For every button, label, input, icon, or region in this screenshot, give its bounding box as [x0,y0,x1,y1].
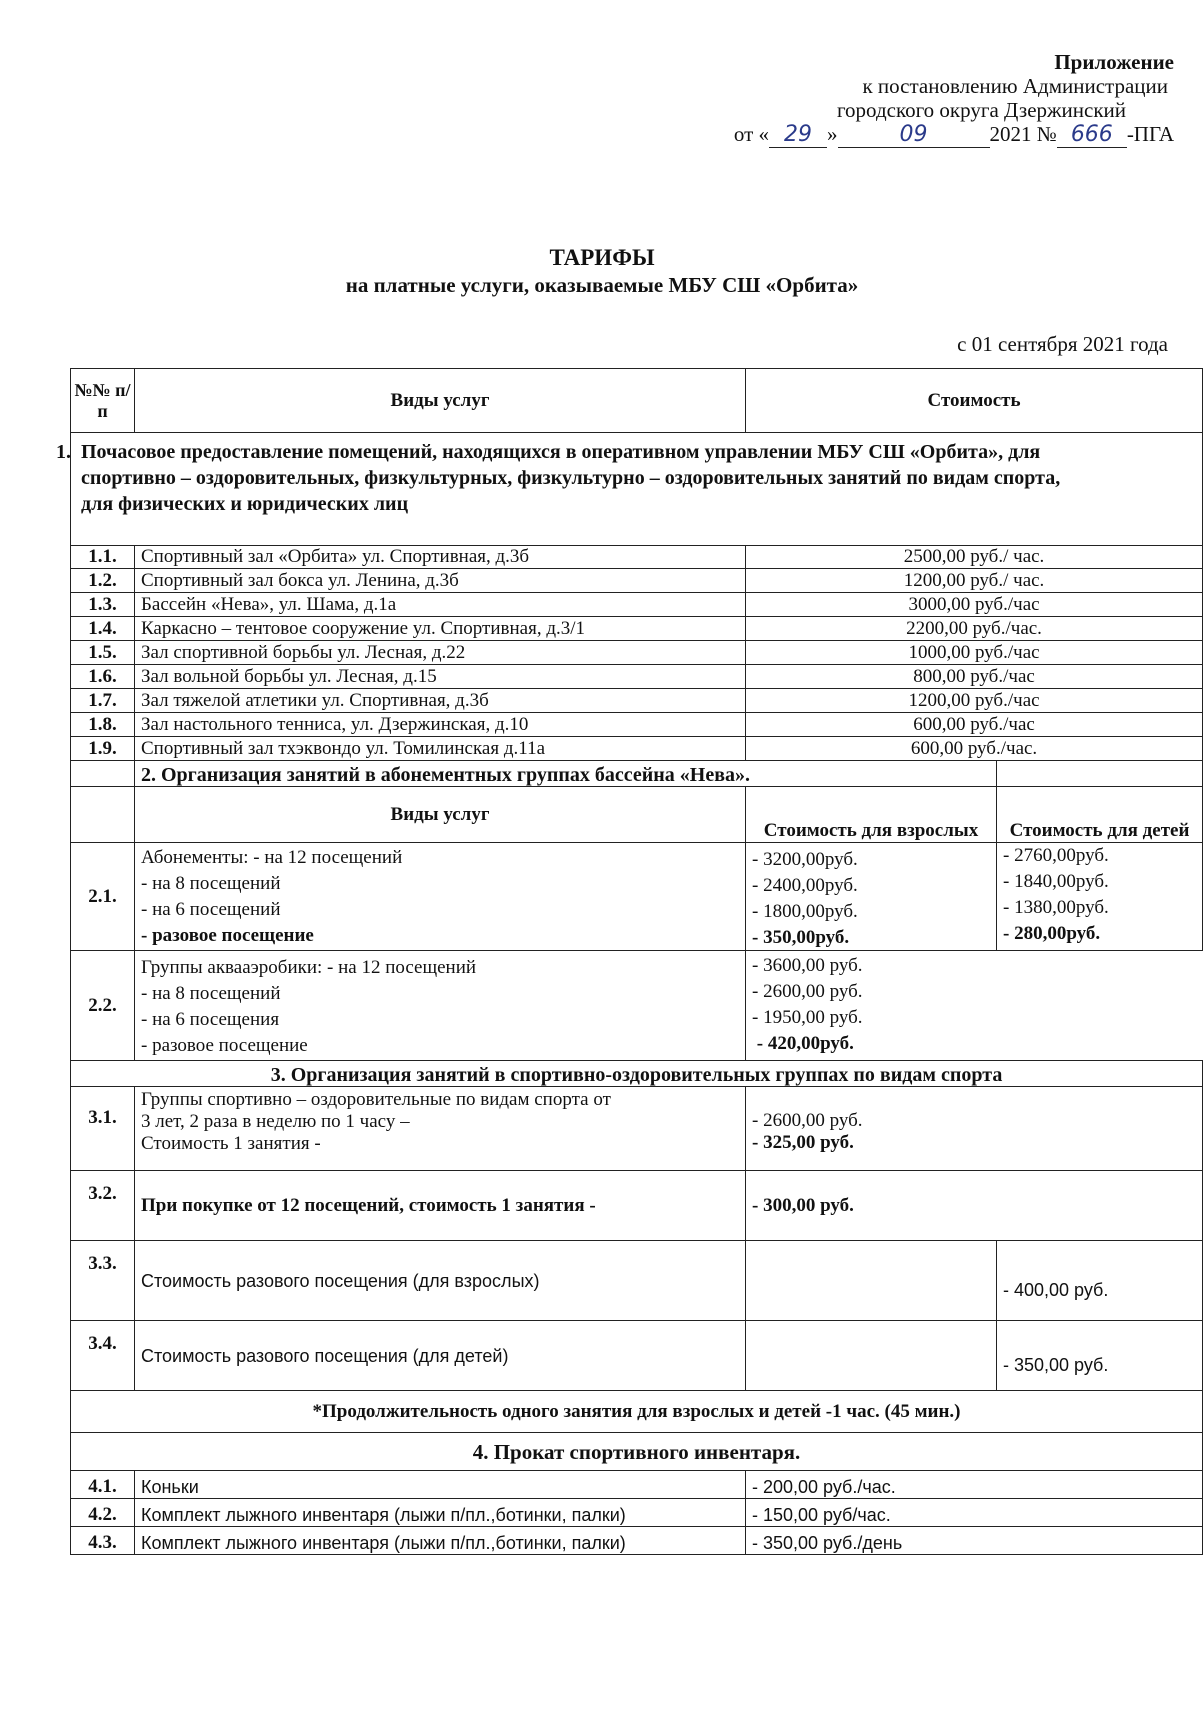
groups-line: Группы спортивно – оздоровительные по видам спорта от [141,1089,611,1110]
aqua-line: - разовое посещение [141,1035,308,1056]
row-name: Стоимость разового посещения (для взрослых) [135,1241,746,1321]
row-name: Коньки [135,1471,746,1499]
row-name: Спортивный зал тхэквондо ул. Томилинская д.11а [135,737,746,761]
row-name: Зал тяжелой атлетики ул. Спортивная, д.3б [135,689,746,713]
adult-price: - 2400,00руб. [752,875,858,896]
adult-prices [746,843,997,951]
row-num: 1.6. [71,665,135,689]
resolution-date-line [614,122,1174,148]
subscription-line: - на 8 посещений [141,873,281,894]
subscription-line: - разовое посещение [141,925,314,946]
aqua-line: Группы аквааэробики: - на 12 посещений [141,957,477,978]
aqua-price: - 1950,00 руб. [752,1007,863,1028]
row-price: 800,00 руб./час [746,665,1203,689]
table-row [71,689,1203,713]
row-price: 600,00 руб./час [746,713,1203,737]
groups-price: - 2600,00 руб. [752,1110,863,1131]
handwritten-number: 666 [1057,123,1127,148]
row-price: 600,00 руб./час. [746,737,1203,761]
row-num: 1.1. [71,546,135,569]
row-num: 1.8. [71,713,135,737]
section-3-header [71,1061,1203,1087]
row-name: Зал вольной борьбы ул. Лесная, д.15 [135,665,746,689]
duration-note: *Продолжительность одного занятия для взрослых и детей -1 час. (45 мин.) [71,1391,1203,1433]
row-name: Зал настольного тенниса, ул. Дзержинская, д.10 [135,713,746,737]
row-num: 4.3. [71,1527,135,1555]
section-2-header [71,761,1203,787]
row-price: - 300,00 руб. [746,1171,1203,1241]
table-row [71,713,1203,737]
header-services: Виды услуг [135,369,746,433]
row-num: 2.1. [71,843,135,951]
row-num: 3.2. [71,1171,135,1241]
appendix-line-3: городского округа Дзержинский [836,98,1126,122]
aqua-price: - 420,00руб. [752,1033,854,1054]
appendix-block [614,50,1174,148]
row-num: 3.1. [71,1087,135,1171]
aqua-aerobics-lines [135,951,746,1061]
section-2-services-header: Виды услуг [135,787,746,843]
row-price: - 350,00 руб. [997,1321,1203,1391]
row-name: Стоимость разового посещения (для детей) [135,1321,746,1391]
adult-price: - 3200,00руб. [752,849,858,870]
row-num: 2.2. [71,951,135,1061]
row-price: 2500,00 руб./ час. [746,546,1203,569]
adult-price: - 350,00руб. [752,927,850,948]
row-num: 3.4. [71,1321,135,1391]
child-price: - 1380,00руб. [1003,897,1109,918]
row-name: Зал спортивной борьбы ул. Лесная, д.22 [135,641,746,665]
row-num: 1.9. [71,737,135,761]
row-num: 4.1. [71,1471,135,1499]
row-num: 1.4. [71,617,135,641]
table-row [71,1527,1203,1555]
row-num: 1.7. [71,689,135,713]
year-number-label: 2021 № [989,122,1057,146]
row-num: 3.3. [71,1241,135,1321]
section-2-column-headers [71,787,1203,843]
section-1-label: 1. [56,441,71,463]
child-price: - 1840,00руб. [1003,871,1109,892]
row-price: 1200,00 руб./ час. [746,569,1203,593]
row-name: Спортивный зал бокса ул. Ленина, д.3б [135,569,746,593]
table-row [71,1499,1203,1527]
aqua-line: - на 8 посещений [141,983,281,1004]
document-title: ТАРИФЫ [549,245,655,270]
subscription-line: Абонементы: - на 12 посещений [141,847,403,868]
table-row [71,1087,1203,1171]
table-row [71,737,1203,761]
child-prices [997,843,1203,951]
row-price: 1000,00 руб./час [746,641,1203,665]
aqua-price: - 3600,00 руб. [752,955,863,976]
aqua-prices [746,951,1203,1061]
table-row [71,593,1203,617]
subscription-line: - на 6 посещений [141,899,281,920]
number-suffix: -ПГА [1126,122,1174,146]
child-price-header: Стоимость для детей [997,787,1203,843]
row-price: - 200,00 руб./час. [746,1471,1203,1499]
groups-line: 3 лет, 2 раза в неделю по 1 часу – [141,1111,410,1132]
row-name: При покупке от 12 посещений, стоимость 1 занятия - [135,1171,746,1241]
table-row [71,843,1203,951]
section-4-title: 4. Прокат спортивного инвентаря. [71,1433,1203,1471]
quote-close: » [827,122,838,146]
aqua-price: - 2600,00 руб. [752,981,863,1002]
row-name: Комплект лыжного инвентаря (лыжи п/пл.,ботинки, палки) [135,1527,746,1555]
table-row [71,546,1203,569]
row-num: 1.3. [71,593,135,617]
table-row [71,617,1203,641]
groups-prices [746,1087,1203,1171]
section-1-header [71,433,1203,546]
row-price: 1200,00 руб./час [746,689,1203,713]
adult-price-header: Стоимость для взрослых [746,787,997,843]
document-subtitle: на платные услуги, оказываемые МБУ СШ «Орбита» [345,273,859,297]
row-num: 4.2. [71,1499,135,1527]
table-row [71,1471,1203,1499]
tariffs-table [56,368,1203,1555]
section-2-title: 2. Организация занятий в абонементных группах бассейна «Нева». [135,761,997,787]
groups-price: - 325,00 руб. [752,1132,854,1153]
table-row [71,1171,1203,1241]
table-row [71,665,1203,689]
section-3-title: 3. Организация занятий в спортивно-оздоровительных группах по видам спорта [71,1061,1203,1087]
row-price: - 400,00 руб. [997,1241,1203,1321]
appendix-line-2: к постановлению Администрации [862,74,1168,98]
groups-line: Стоимость 1 занятия - [141,1133,321,1154]
child-price: - 2760,00руб. [1003,845,1109,866]
row-name: Комплект лыжного инвентаря (лыжи п/пл.,ботинки, палки) [135,1499,746,1527]
subscription-lines [135,843,746,951]
section-1-title: Почасовое предоставление помещений, находящихся в оперативном управлении МБУ СШ «Орбита», для спортивно – оздоровительных, физкультурных, физкультурно – оздоровительных занятий по видам спорта, для физических и юридических лиц [81,441,1061,515]
section-4-header [71,1433,1203,1471]
effective-date: с 01 сентября 2021 года [957,332,1168,356]
row-price: 2200,00 руб./час. [746,617,1203,641]
table-row [71,1241,1203,1321]
appendix-title: Приложение [1054,50,1174,74]
adult-price: - 1800,00руб. [752,901,858,922]
row-price: 3000,00 руб./час [746,593,1203,617]
row-name: Каркасно – тентовое сооружение ул. Спортивная, д.3/1 [135,617,746,641]
duration-note-row [71,1391,1203,1433]
table-row [71,1321,1203,1391]
row-price: - 150,00 руб/час. [746,1499,1203,1527]
handwritten-month: 09 [838,123,990,148]
handwritten-day: 29 [769,123,827,148]
table-row [71,569,1203,593]
row-num: 1.2. [71,569,135,593]
header-num: №№ п/п [71,369,135,433]
table-row [71,641,1203,665]
table-row [71,951,1203,1061]
row-name: Бассейн «Нева», ул. Шама, д.1а [135,593,746,617]
child-price: - 280,00руб. [1003,923,1101,944]
groups-lines [135,1087,746,1171]
row-name: Спортивный зал «Орбита» ул. Спортивная, д.3б [135,546,746,569]
table-header-row [71,369,1203,433]
row-num: 1.5. [71,641,135,665]
from-prefix: от « [733,122,770,146]
header-price: Стоимость [746,369,1203,433]
row-price: - 350,00 руб./день [746,1527,1203,1555]
aqua-line: - на 6 посещения [141,1009,280,1030]
